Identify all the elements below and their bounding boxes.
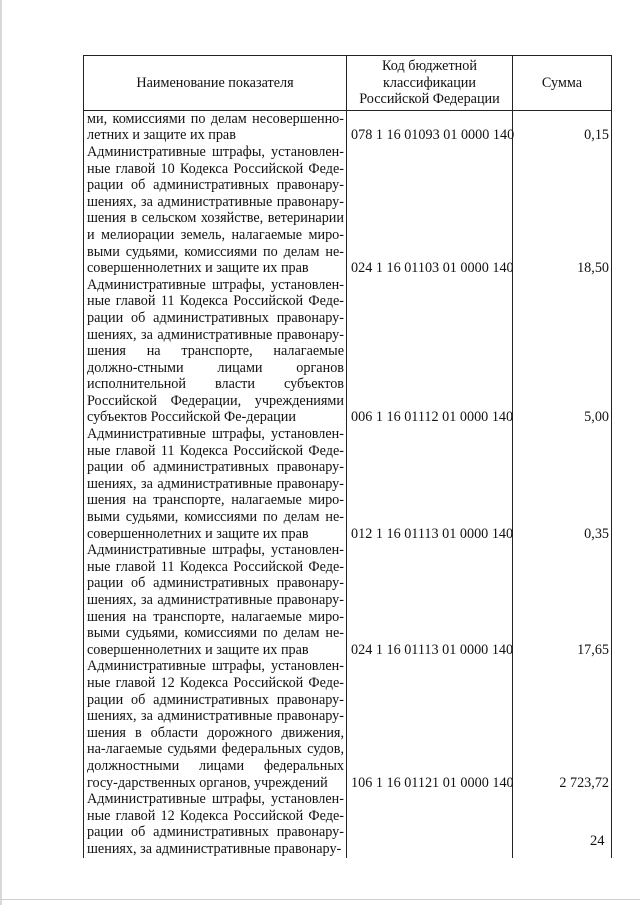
header-budget-code: Код бюджетной классификации Российской Федерации: [347, 56, 513, 111]
row-budget-code: 106 1 16 01121 01 0000 140: [347, 658, 513, 791]
row-sum: 0,35: [513, 426, 612, 542]
scan-bottom-edge: [0, 899, 640, 900]
header-sum: Сумма: [513, 56, 612, 111]
table-row: [84, 144, 612, 277]
row-indicator-name: Административные штрафы, установлен-ные главой 11 Кодекса Российской Феде-рации об административных правонару-шениях, за административные правонару-шения на транспорте, налагаемые миро-выми судьями, комиссиями по делам не-совершеннолетних и защите их прав: [84, 426, 347, 542]
scan-edge-shadow: [0, 0, 2, 905]
header-indicator-name: Наименование показателя: [84, 56, 347, 111]
budget-revenue-table: [83, 55, 612, 858]
row-sum: 0,15: [513, 110, 612, 144]
row-budget-code: 012 1 16 01113 01 0000 140: [347, 426, 513, 542]
row-indicator-name: Административные штрафы, установлен-ные главой 12 Кодекса Российской Феде-рации об административных правонару-шениях, за административные правонару-: [84, 791, 347, 857]
row-sum: 18,50: [513, 144, 612, 277]
row-indicator-name: Административные штрафы, установлен-ные главой 11 Кодекса Российской Феде-рации об административных правонару-шениях, за административные правонару-шения на транспорте, налагаемые должно-стными лицами органов исполнительной власти субъектов Российской Федерации, учреждениями субъектов Российской Фе-дерации: [84, 277, 347, 426]
row-budget-code: [347, 791, 513, 857]
row-sum: 5,00: [513, 277, 612, 426]
row-budget-code: 006 1 16 01112 01 0000 140: [347, 277, 513, 426]
row-budget-code: 024 1 16 01103 01 0000 140: [347, 144, 513, 277]
row-sum: 2 723,72: [513, 658, 612, 791]
row-indicator-name: Административные штрафы, установлен-ные главой 12 Кодекса Российской Феде-рации об административных правонару-шениях, за административные правонару-шения в области дорожного движения, на-лагаемые судьями федеральных судов, должностными лицами федеральных госу-дарственных органов, учреждений: [84, 658, 347, 791]
table-row: [84, 277, 612, 426]
table-row: [84, 110, 612, 144]
row-indicator-name: ми, комиссиями по делам несовершенно-летних и защите их прав: [84, 110, 347, 144]
table-row: [84, 658, 612, 791]
table-row: [84, 542, 612, 658]
table-header-row: [84, 56, 612, 111]
row-indicator-name: Административные штрафы, установлен-ные главой 10 Кодекса Российской Феде-рации об административных правонару-шениях, за административные правонару-шения в сельском хозяйстве, ветеринарии и мелиорации земель, налагаемые миро-выми судьями, комиссиями по делам не-совершеннолетних и защите их прав: [84, 144, 347, 277]
row-sum: 17,65: [513, 542, 612, 658]
row-indicator-name: Административные штрафы, установлен-ные главой 11 Кодекса Российской Феде-рации об административных правонару-шениях, за административные правонару-шения на транспорте, налагаемые миро-выми судьями, комиссиями по делам не-совершеннолетних и защите их прав: [84, 542, 347, 658]
row-budget-code: 078 1 16 01093 01 0000 140: [347, 110, 513, 144]
table-row: [84, 426, 612, 542]
row-budget-code: 024 1 16 01113 01 0000 140: [347, 542, 513, 658]
table-row: [84, 791, 612, 857]
page-number: 24: [590, 833, 605, 849]
